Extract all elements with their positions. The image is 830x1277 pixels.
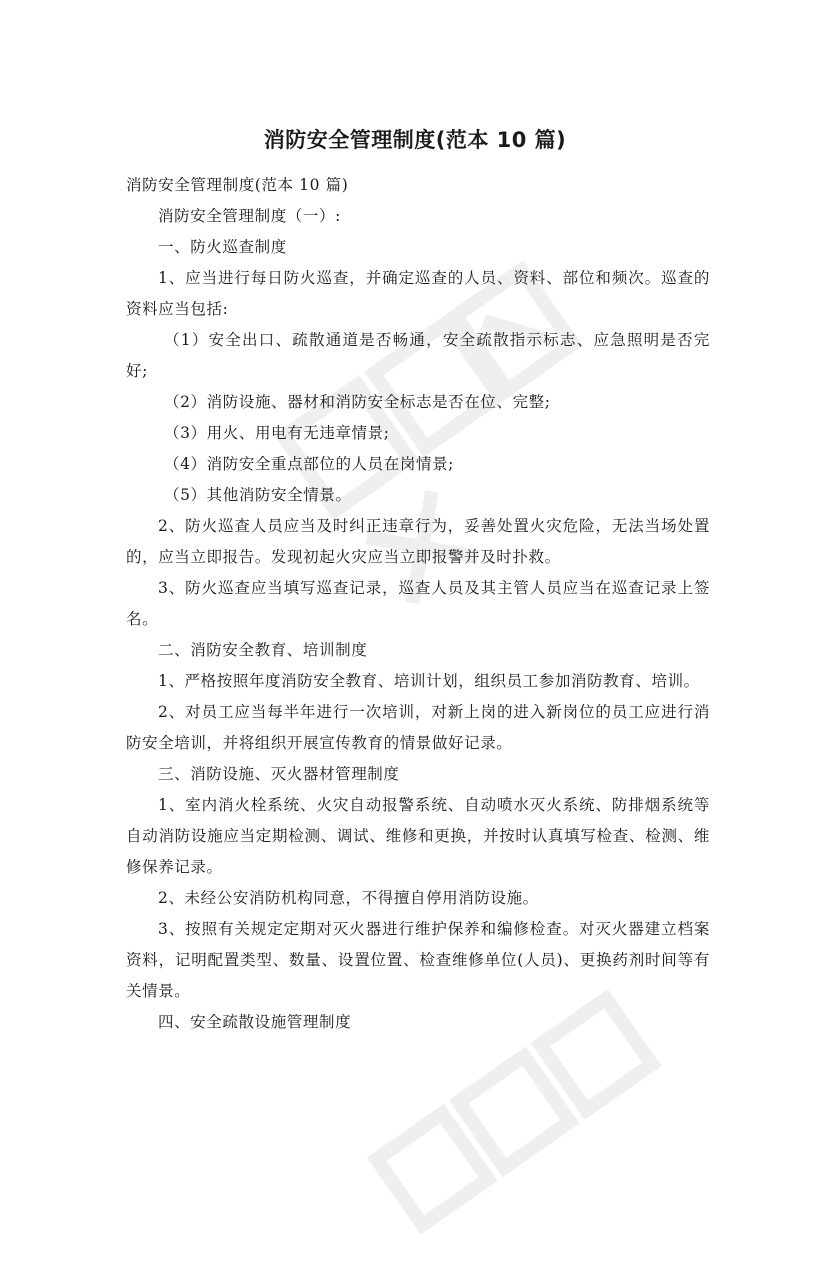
document-body — [126, 170, 710, 1038]
paragraph: 2、对员工应当每半年进行一次培训，对新上岗的进入新岗位的员工应进行消防安全培训，并将组织开展宣传教育的情景做好记录。 — [126, 703, 710, 752]
paragraph: 3、防火巡查应当填写巡查记录，巡查人员及其主管人员应当在巡查记录上签名。 — [126, 579, 710, 628]
heading-fire-equipment: 三、消防设施、灭火器材管理制度 — [158, 765, 400, 783]
paragraph: 1、应当进行每日防火巡查，并确定巡查的人员、资料、部位和频次。巡查的资料应当包括: — [126, 269, 710, 318]
document-title: 消防安全管理制度(范本 10 篇) — [263, 128, 567, 152]
list-item: （5）其他消防安全情景。 — [164, 486, 352, 504]
heading-training: 二、消防安全教育、培训制度 — [158, 641, 368, 659]
document-subtitle: 消防安全管理制度(范本 10 篇) — [126, 176, 349, 194]
paragraph: 3、按照有关规定定期对灭火器进行维护保养和编修检查。对灭火器建立档案资料，记明配置类型、数量、设置位置、检查维修单位(人员)、更换药剂时间等有关情景。 — [126, 920, 710, 1000]
list-item: （2）消防设施、器材和消防安全标志是否在位、完整; — [164, 393, 551, 411]
paragraph: 2、未经公安消防机构同意，不得擅自停用消防设施。 — [158, 889, 539, 907]
section-heading: 消防安全管理制度（一）: — [158, 207, 341, 225]
heading-evacuation: 四、安全疏散设施管理制度 — [158, 1013, 352, 1031]
paragraph: 1、严格按照年度消防安全教育、培训计划，组织员工参加消防教育、培训。 — [158, 672, 700, 690]
paragraph: 2、防火巡查人员应当及时纠正违章行为，妥善处置火灾危险，无法当场处置的，应当立即报告。发现初起火灾应当立即报警并及时扑救。 — [126, 517, 710, 566]
list-item: （1）安全出口、疏散通道是否畅通，安全疏散指示标志、应急照明是否完好; — [126, 331, 710, 380]
paragraph: 1、室内消火栓系统、火灾自动报警系统、自动喷水灭火系统、防排烟系统等自动消防设施应当定期检测、调试、维修和更换，并按时认真填写检查、检测、维修保养记录。 — [126, 796, 710, 876]
list-item: （4）消防安全重点部位的人员在岗情景; — [164, 455, 454, 473]
list-item: （3）用火、用电有无违章情景; — [164, 424, 390, 442]
heading-fire-patrol: 一、防火巡查制度 — [158, 238, 287, 256]
